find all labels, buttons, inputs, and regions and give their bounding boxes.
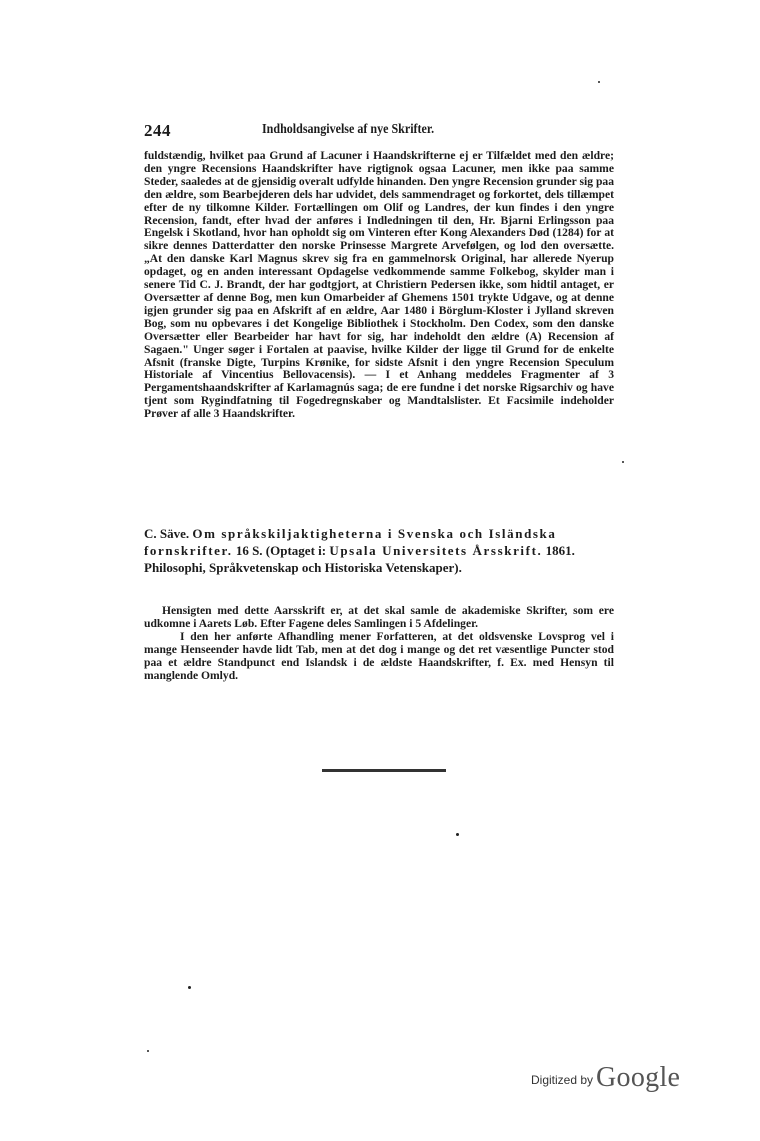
digitized-label: Digitized by bbox=[531, 1073, 594, 1087]
section-divider bbox=[322, 769, 446, 772]
entry-review bbox=[144, 605, 614, 682]
body-paragraph: I den her anførte Afhandling mener Forfatteren, at det oldsvenske Lovsprog vel i mange Henseender havde lidt Tab, men at det dog i mange og det ret væsentlige Puncter stod paa et ældre Standpunct end Islandsk i de ældste Haandskrifter, f. Ex. med Hensyn til manglende Omlyd. bbox=[144, 629, 614, 682]
page-header bbox=[144, 121, 644, 141]
scan-speck bbox=[147, 1050, 149, 1052]
entry-author: C. Säve. bbox=[144, 526, 190, 541]
scan-speck bbox=[188, 986, 191, 989]
running-title: Indholdsangivelse af nye Skrifter. bbox=[262, 122, 435, 137]
bibliography-entry bbox=[144, 525, 614, 576]
scan-speck bbox=[622, 461, 624, 463]
digitized-by-watermark bbox=[531, 1062, 680, 1092]
entry-details: 16 S. (Optaget i: bbox=[235, 543, 327, 558]
entry-source: Upsala Universitets Årsskrift. bbox=[329, 543, 543, 558]
entry-source-details: 1861. Philosophi, Språkvetenskap och Historiska Vetenskaper). bbox=[144, 543, 575, 575]
scan-speck bbox=[456, 833, 459, 836]
body-paragraph: Hensigten med dette Aarsskrift er, at det skal samle de akademiske Skrifter, som ere udkomne i Aarets Løb. Efter Fagene deles Samlingen i 5 Afdelinger. bbox=[144, 604, 614, 630]
page-number: 244 bbox=[144, 121, 171, 140]
scan-speck bbox=[598, 81, 600, 83]
body-paragraph: fuldstændig, hvilket paa Grund af Lacuner i Haandskrifterne ej er Tilfældet med den ældre; den yngre Recensions Haandskrifter have rigtignok ogsaa Lacuner, men ikke paa samme Steder, saaledes at de gjensidig overalt udfylde hinanden. Den yngre Recension grunder sig paa den ældre, som Bearbejderen dels har udvidet, dels sammendraget og forkortet, dels tillæmpet efter de ny tilkomne Kilder. Fortællingen om Olif og Landres, der kun findes i den yngre Recension, fandt, efter hvad der anføres i Indledningen til den, Hr. Bjarni Erlingsson paa Engelsk i Skotland, hvor han opholdt sig om Vinteren efter Kong Alexanders Død (1284) for at sikre dennes Datterdatter den norske Prinsesse Margrete Arvefølgen, og lod den oversætte. „At den danske Karl Magnus skrev sig fra en gammelnorsk Original, har allerede Nyerup opdaget, og en anden interessant Opdagelse vedkommende samme Folkebog, skylder man i senere Tid C. J. Brandt, der har godtgjort, at Christiern Pedersen ikke, som hidtil antaget, er Oversætter af denne Bog, men kun Omarbeider af Ghemens 1501 trykte Udgave, og at denne igjen grunder sig paa en Afskrift af en ældre, Aar 1480 i Börglum-Kloster i Jylland skreven Bog, som nu opbevares i det Kongelige Bibliothek i Stockholm. Den Codex, som den danske Oversætter eller Bearbeider har havt for sig, har indeholdt den ældre (A) Recension af Sagaen." Unger søger i Fortalen at paavise, hvilke Kilder der ligge til Grund for de enkelte Afsnit (franske Digte, Turpins Krønike, for sidste Afsnit i den yngre Recension Speculum Historiale af Vincentius Bellovacensis). — I et Anhang meddeles Fragmenter af 3 Pergamentshaandskrifter af Karlamagnús saga; de ere fundne i det norske Rigsarchiv og have tjent som Rygindfatning til Fogedregnskaber og Mandtalslister. Et Facsimile indeholder Prøver af alle 3 Haandskrifter. bbox=[144, 149, 614, 421]
google-logo: Google bbox=[596, 1062, 681, 1093]
review-continuation bbox=[144, 150, 614, 421]
entry-title: Om språkskiljaktigheterna i Svenska och Isländska fornskrifter. bbox=[144, 526, 557, 558]
